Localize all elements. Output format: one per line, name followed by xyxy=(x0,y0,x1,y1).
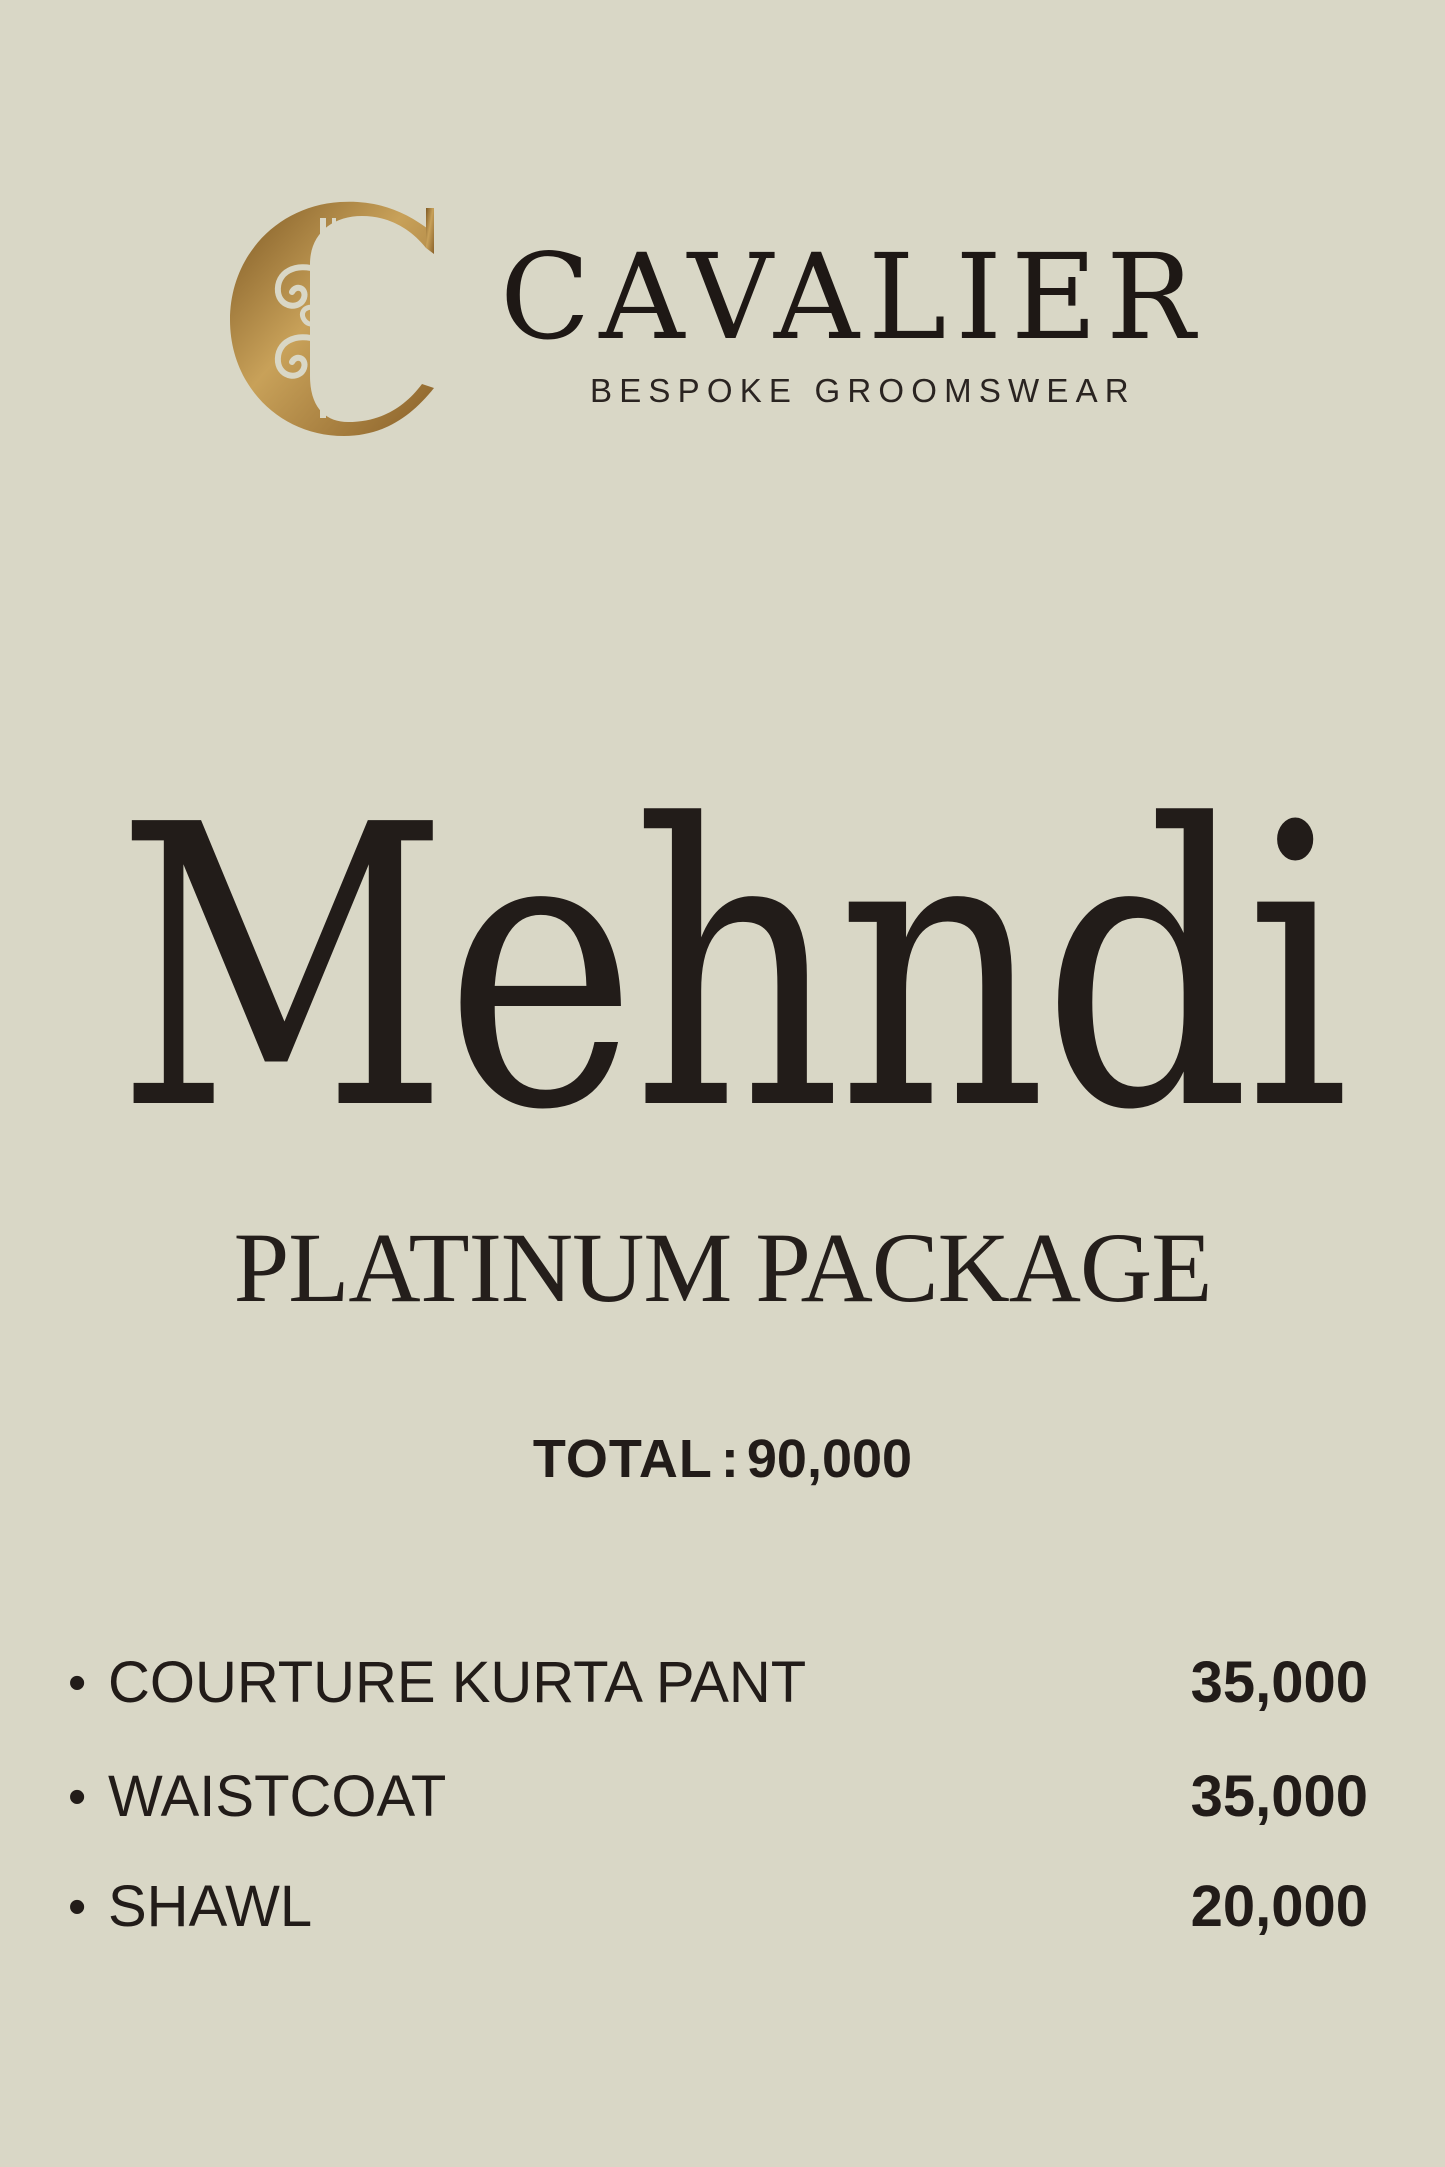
item-price: 20,000 xyxy=(1190,1874,1368,1939)
item-name: SHAWL xyxy=(108,1874,313,1939)
brand-tagline: BESPOKE GROOMSWEAR xyxy=(590,372,1136,409)
event-title: Mehndi xyxy=(115,743,1345,1195)
item-name: WAISTCOAT xyxy=(108,1764,447,1829)
package-total xyxy=(0,1429,1445,1489)
cavalier-monogram-icon xyxy=(222,200,447,440)
item-name: COURTURE KURTA PANT xyxy=(108,1650,807,1715)
list-item xyxy=(68,1762,1368,1832)
bullet: • xyxy=(68,1768,87,1826)
brand-name: CAVALIER xyxy=(500,228,1205,366)
total-label: TOTAL xyxy=(532,1429,713,1489)
list-item xyxy=(68,1872,1368,1942)
item-price: 35,000 xyxy=(1190,1650,1368,1715)
list-item xyxy=(68,1648,1368,1718)
item-price: 35,000 xyxy=(1190,1764,1368,1829)
package-name: PLATINUM PACKAGE xyxy=(233,1212,1212,1323)
total-separator: : xyxy=(720,1429,739,1489)
bullet: • xyxy=(68,1654,87,1712)
bullet: • xyxy=(68,1878,87,1936)
brand-header xyxy=(0,0,1445,460)
total-amount: 90,000 xyxy=(746,1429,913,1489)
